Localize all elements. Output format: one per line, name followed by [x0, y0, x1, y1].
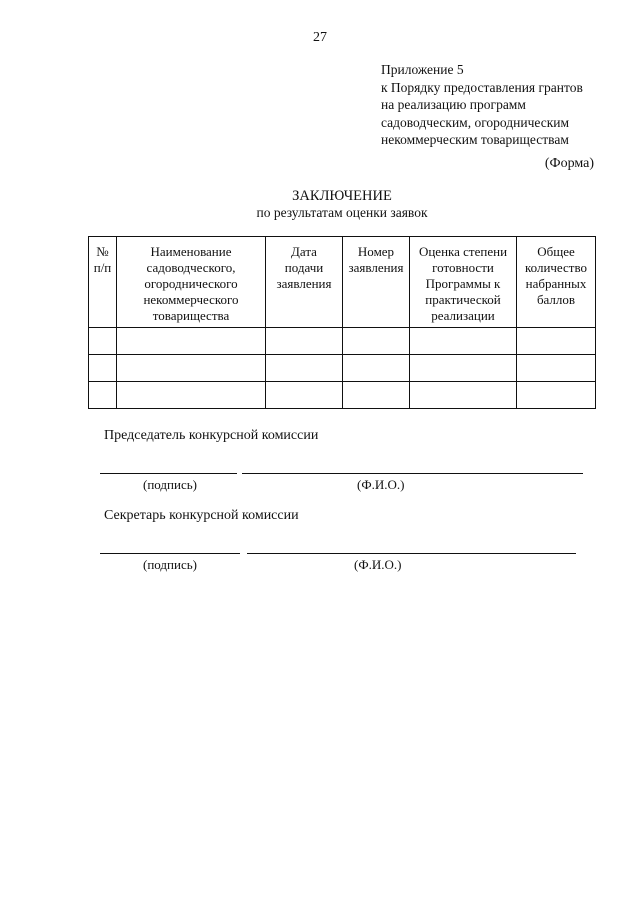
- table-cell: [266, 328, 343, 355]
- table-cell: [117, 328, 266, 355]
- table-cell: [343, 328, 410, 355]
- appendix-line: на реализацию программ: [381, 97, 526, 112]
- chairman-name-line: [242, 473, 583, 474]
- table-header-row: [89, 237, 596, 328]
- chairman-name-caption: (Ф.И.О.): [357, 477, 405, 492]
- header-number: № п/п: [89, 237, 117, 328]
- table-cell: [410, 328, 517, 355]
- document-subtitle: по результатам оценки заявок: [256, 205, 428, 220]
- appendix-block: [381, 61, 631, 149]
- secretary-signature-caption: (подпись): [143, 557, 197, 572]
- table-cell: [117, 355, 266, 382]
- table-cell: [266, 382, 343, 409]
- table-cell: [89, 328, 117, 355]
- table-cell: [517, 328, 596, 355]
- table-cell: [517, 355, 596, 382]
- table-cell: [517, 382, 596, 409]
- header-application-number: Номер заявления: [343, 237, 410, 328]
- page-number: 27: [313, 30, 327, 45]
- chairman-signature-line: [100, 473, 237, 474]
- table-cell: [89, 355, 117, 382]
- secretary-name-line: [247, 553, 576, 554]
- appendix-line: садоводческим, огородническим: [381, 114, 570, 130]
- table-cell: [410, 382, 517, 409]
- table-cell: [343, 355, 410, 382]
- table-cell: [266, 355, 343, 382]
- table-cell: [410, 355, 517, 382]
- appendix-line: Приложение 5: [381, 62, 464, 77]
- form-label: (Форма): [544, 156, 594, 171]
- results-table: [88, 236, 596, 409]
- appendix-line: к Порядку предоставления грантов: [381, 79, 583, 95]
- chairman-title: Председатель конкурсной комиссии: [104, 428, 319, 443]
- chairman-signature-caption: (подпись): [143, 477, 197, 492]
- table-row: [89, 328, 596, 355]
- document-title: ЗАКЛЮЧЕНИЕ: [292, 188, 392, 204]
- header-readiness-score: Оценка степени готовности Программы к практической реализации: [410, 237, 517, 328]
- secretary-name-caption: (Ф.И.О.): [354, 557, 402, 572]
- table-cell: [89, 382, 117, 409]
- secretary-signature-line: [100, 553, 240, 554]
- header-partnership-name: Наименование садоводческого, огороднического некоммерческого товарищества: [117, 237, 266, 328]
- appendix-line: некоммерческим товариществам: [381, 132, 569, 147]
- table-cell: [117, 382, 266, 409]
- header-total-points: Общее количество набранных баллов: [517, 237, 596, 328]
- header-submission-date: Дата подачи заявления: [266, 237, 343, 328]
- table-row: [89, 382, 596, 409]
- secretary-title: Секретарь конкурсной комиссии: [104, 508, 299, 523]
- table-cell: [343, 382, 410, 409]
- table-row: [89, 355, 596, 382]
